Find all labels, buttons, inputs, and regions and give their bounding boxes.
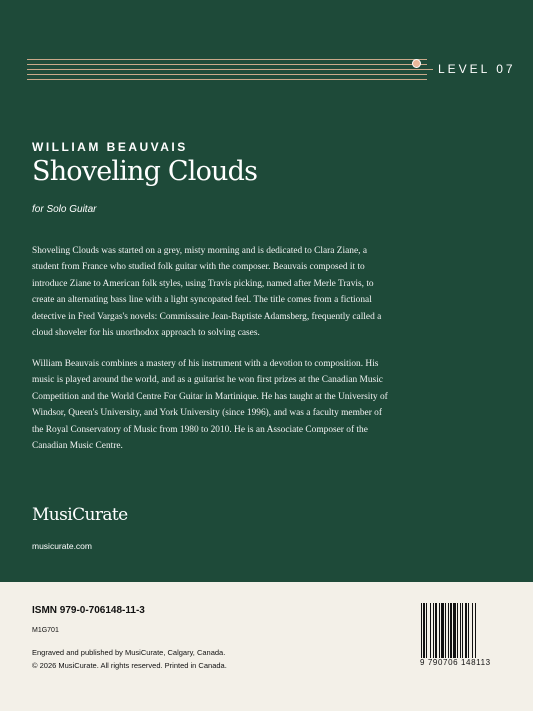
catalog-code: M1G701 [32,627,59,634]
publisher-logo: MusiCurate [32,505,128,525]
copyright-statement: © 2026 MusiCurate. All rights reserved. Printed in Canada. [32,661,227,670]
publisher-website: musicurate.com [32,541,92,551]
level-label: LEVEL 07 [438,62,516,76]
staff-line [27,69,433,70]
staff-line [27,64,427,65]
note-icon [412,59,421,68]
barcode-icon [420,603,502,659]
piece-title: Shoveling Clouds [32,156,258,187]
biography-paragraph: William Beauvais combines a mastery of his instrument with a devotion to composition. His music is played around the world, and as a guitarist he won first prizes at the Canadian Music Competition and the World Centre For Guitar in Martinique. He has taught at the University of Windsor, Queen's University, and York University (since 1996), and was a faculty member of the Royal Conservatory of Music from 1980 to 2010. He is an Associate Composer of the Canadian Music Centre. [32,359,388,452]
staff-lines-decoration [27,59,433,81]
piece-subtitle: for Solo Guitar [32,204,97,215]
publisher-statement: Engraved and published by MusiCurate, Calgary, Canada. [32,648,226,657]
composer-name: WILLIAM BEAUVAIS [32,140,188,154]
staff-line [27,74,427,75]
barcode-number: 9 790706 148113 [420,658,502,667]
ismn-number: ISMN 979-0-706148-11-3 [32,605,145,616]
staff-line [27,59,427,60]
staff-line [27,79,427,80]
footer-panel [0,582,533,711]
description-paragraph: Shoveling Clouds was started on a grey, misty morning and is dedicated to Clara Ziane, a student from France who studied folk guitar with the composer. Beauvais composed it to introduce Ziane to American folk styles, using Travis picking, named after Merle Travis, to create an alternating bass line with a light syncopated feel. The title comes from a fictional detective in Fred Vargas's novels: Commissaire Jean-Baptiste Adamsberg, frequently called a cloud shoveler for his unorthodox approach to solving cases. [32,246,382,339]
